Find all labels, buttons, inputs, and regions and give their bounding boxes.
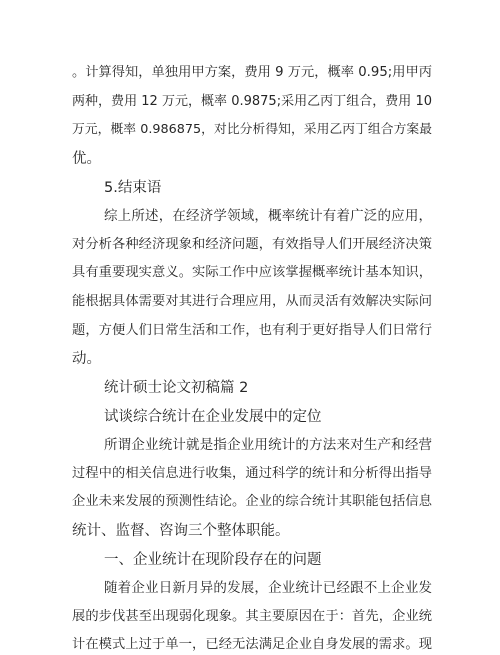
body-text-line: 对分析各种经济现象和经济问题，有效指导人们开展经济决策 [72, 237, 432, 252]
article-title: 统计硕士论文初稿篇 2 [104, 380, 249, 396]
body-text-line: 万元，概率 0.986875，对比分析得知，采用乙丙丁组合方案最 [72, 122, 432, 137]
body-text-line: 动。 [72, 351, 101, 367]
article-subtitle: 试谈综合统计在企业发展中的定位 [104, 409, 322, 425]
body-text-line: 题，方便人们日常生活和工作，也有利于更好指导人们日常行 [72, 323, 432, 338]
body-text-line: 展的步伐甚至出现弱化现象。其主要原因在于：首先，企业统 [72, 609, 432, 624]
body-text-line: 。计算得知，单独用甲方案，费用 9 万元，概率 0.95;用甲丙 [72, 65, 432, 80]
body-text-line: 优。 [72, 151, 101, 167]
body-text-line: 能根据具体需要对其进行合理应用，从而灵活有效解决实际问 [72, 294, 432, 309]
body-text-line: 随着企业日新月异的发展，企业统计已经跟不上企业发 [104, 580, 432, 596]
section-heading: 5.结束语 [104, 180, 162, 196]
body-text-line: 统计、监督、咨询三个整体职能。 [72, 523, 290, 539]
body-text-line: 具有重要现实意义。实际工作中应该掌握概率统计基本知识， [72, 265, 432, 280]
body-text-line: 两种，费用 12 万元，概率 0.9875;采用乙丙丁组合，费用 10 [72, 94, 432, 109]
body-text-line: 企业未来发展的预测性结论。企业的综合统计其职能包括信息 [72, 494, 432, 509]
body-text-line: 所谓企业统计就是指企业用统计的方法来对生产和经营 [104, 437, 432, 453]
body-text-line: 计在模式上过于单一，已经无法满足企业自身发展的需求。现 [72, 637, 432, 652]
body-text-line: 过程中的相关信息进行收集，通过科学的统计和分析得出指导 [72, 466, 432, 481]
body-text-line: 综上所述，在经济学领域，概率统计有着广泛的应用， [104, 208, 432, 224]
section-heading: 一、企业统计在现阶段存在的问题 [104, 552, 322, 568]
